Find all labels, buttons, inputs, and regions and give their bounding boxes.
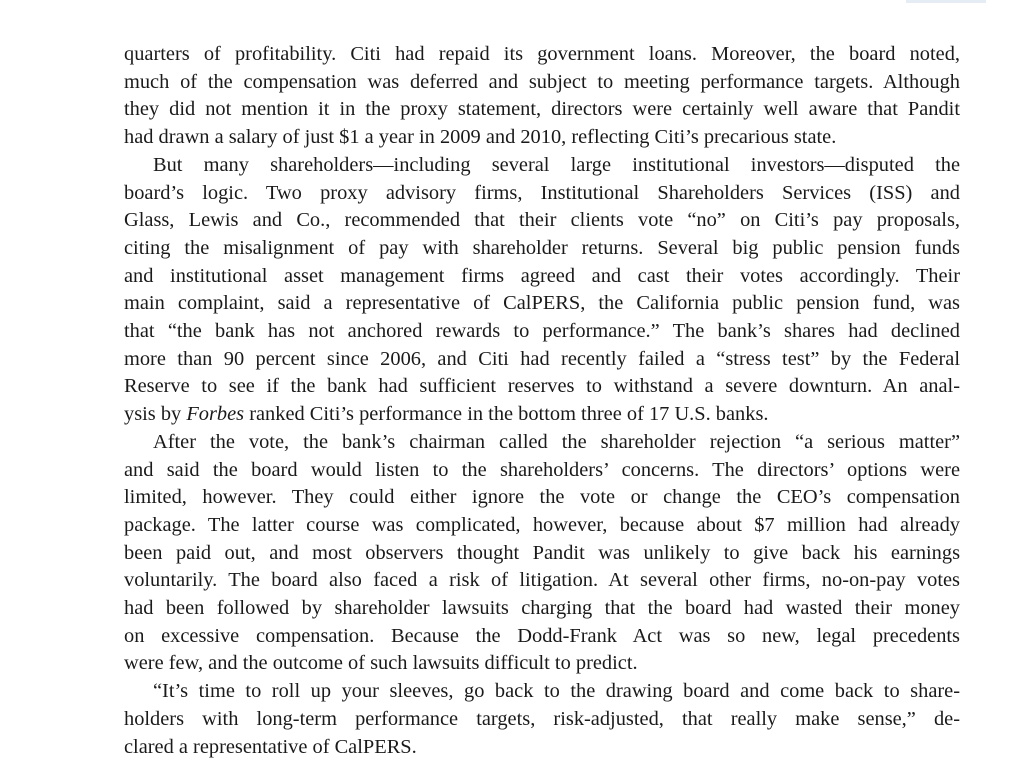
- text-line: holders with long-term performance targets, risk-adjusted, that really make sense,” de-: [124, 707, 960, 730]
- text-line: board’s logic. Two proxy advisory firms, Institutional Shareholders Services (ISS) and: [124, 181, 960, 204]
- text-line: “It’s time to roll up your sleeves, go back to the drawing board and come back to share-: [153, 680, 960, 703]
- paragraph-1: [124, 41, 960, 152]
- publication-name: Forbes: [186, 403, 245, 426]
- text-run: ranked Citi’s performance in the bottom three of 17 U.S. banks.: [244, 403, 769, 426]
- text-line: Reserve to see if the bank had sufficient reserves to withstand a severe downturn. An anal-: [124, 375, 960, 398]
- text-line: on excessive compensation. Because the Dodd-Frank Act was so new, legal precedents: [124, 624, 960, 647]
- paragraph-3: [124, 429, 960, 678]
- text-line: had been followed by shareholder lawsuits charging that the board had wasted their money: [124, 597, 960, 620]
- text-line: that “the bank has not anchored rewards to performance.” The bank’s shares had declined: [124, 320, 960, 343]
- text-line: main complaint, said a representative of CalPERS, the California public pension fund, was: [124, 292, 960, 315]
- text-line: more than 90 percent since 2006, and Citi had recently failed a “stress test” by the Federal: [124, 347, 960, 370]
- text-line: quarters of profitability. Citi had repaid its government loans. Moreover, the board noted,: [124, 43, 960, 65]
- text-line: been paid out, and most observers thought Pandit was unlikely to give back his earnings: [124, 541, 960, 564]
- text-line: After the vote, the bank’s chairman called the shareholder rejection “a serious matter”: [153, 430, 960, 453]
- text-line: limited, however. They could either ignore the vote or change the CEO’s compensation: [124, 486, 960, 509]
- text-line: were few, and the outcome of such lawsuits difficult to predict.: [124, 652, 638, 675]
- text-line: package. The latter course was complicated, however, because about $7 million had already: [124, 513, 960, 536]
- paragraph-2: [124, 152, 960, 429]
- text-line: [124, 401, 960, 429]
- text-line: and institutional asset management firms agreed and cast their votes accordingly. Their: [124, 264, 960, 287]
- paragraph-4: [124, 678, 960, 761]
- text-line: they did not mention it in the proxy statement, directors were certainly well aware that Pandit: [124, 98, 960, 121]
- text-run: ysis by: [124, 403, 187, 426]
- text-line: much of the compensation was deferred and subject to meeting performance targets. Although: [124, 70, 960, 93]
- text-line: But many shareholders—including several large institutional investors—disputed the: [153, 153, 960, 176]
- text-line: clared a representative of CalPERS.: [124, 735, 417, 758]
- text-line: voluntarily. The board also faced a risk of litigation. At several other firms, no-on-pay votes: [124, 569, 960, 592]
- text-line: and said the board would listen to the shareholders’ concerns. The directors’ options were: [124, 458, 960, 481]
- document-page: [124, 41, 960, 761]
- text-line: Glass, Lewis and Co., recommended that their clients vote “no” on Citi’s pay proposals,: [124, 209, 960, 232]
- text-line: citing the misalignment of pay with shareholder returns. Several big public pension funds: [124, 236, 960, 259]
- text-line: had drawn a salary of just $1 a year in 2009 and 2010, reflecting Citi’s precarious state.: [124, 126, 837, 149]
- corner-decoration: [906, 0, 986, 3]
